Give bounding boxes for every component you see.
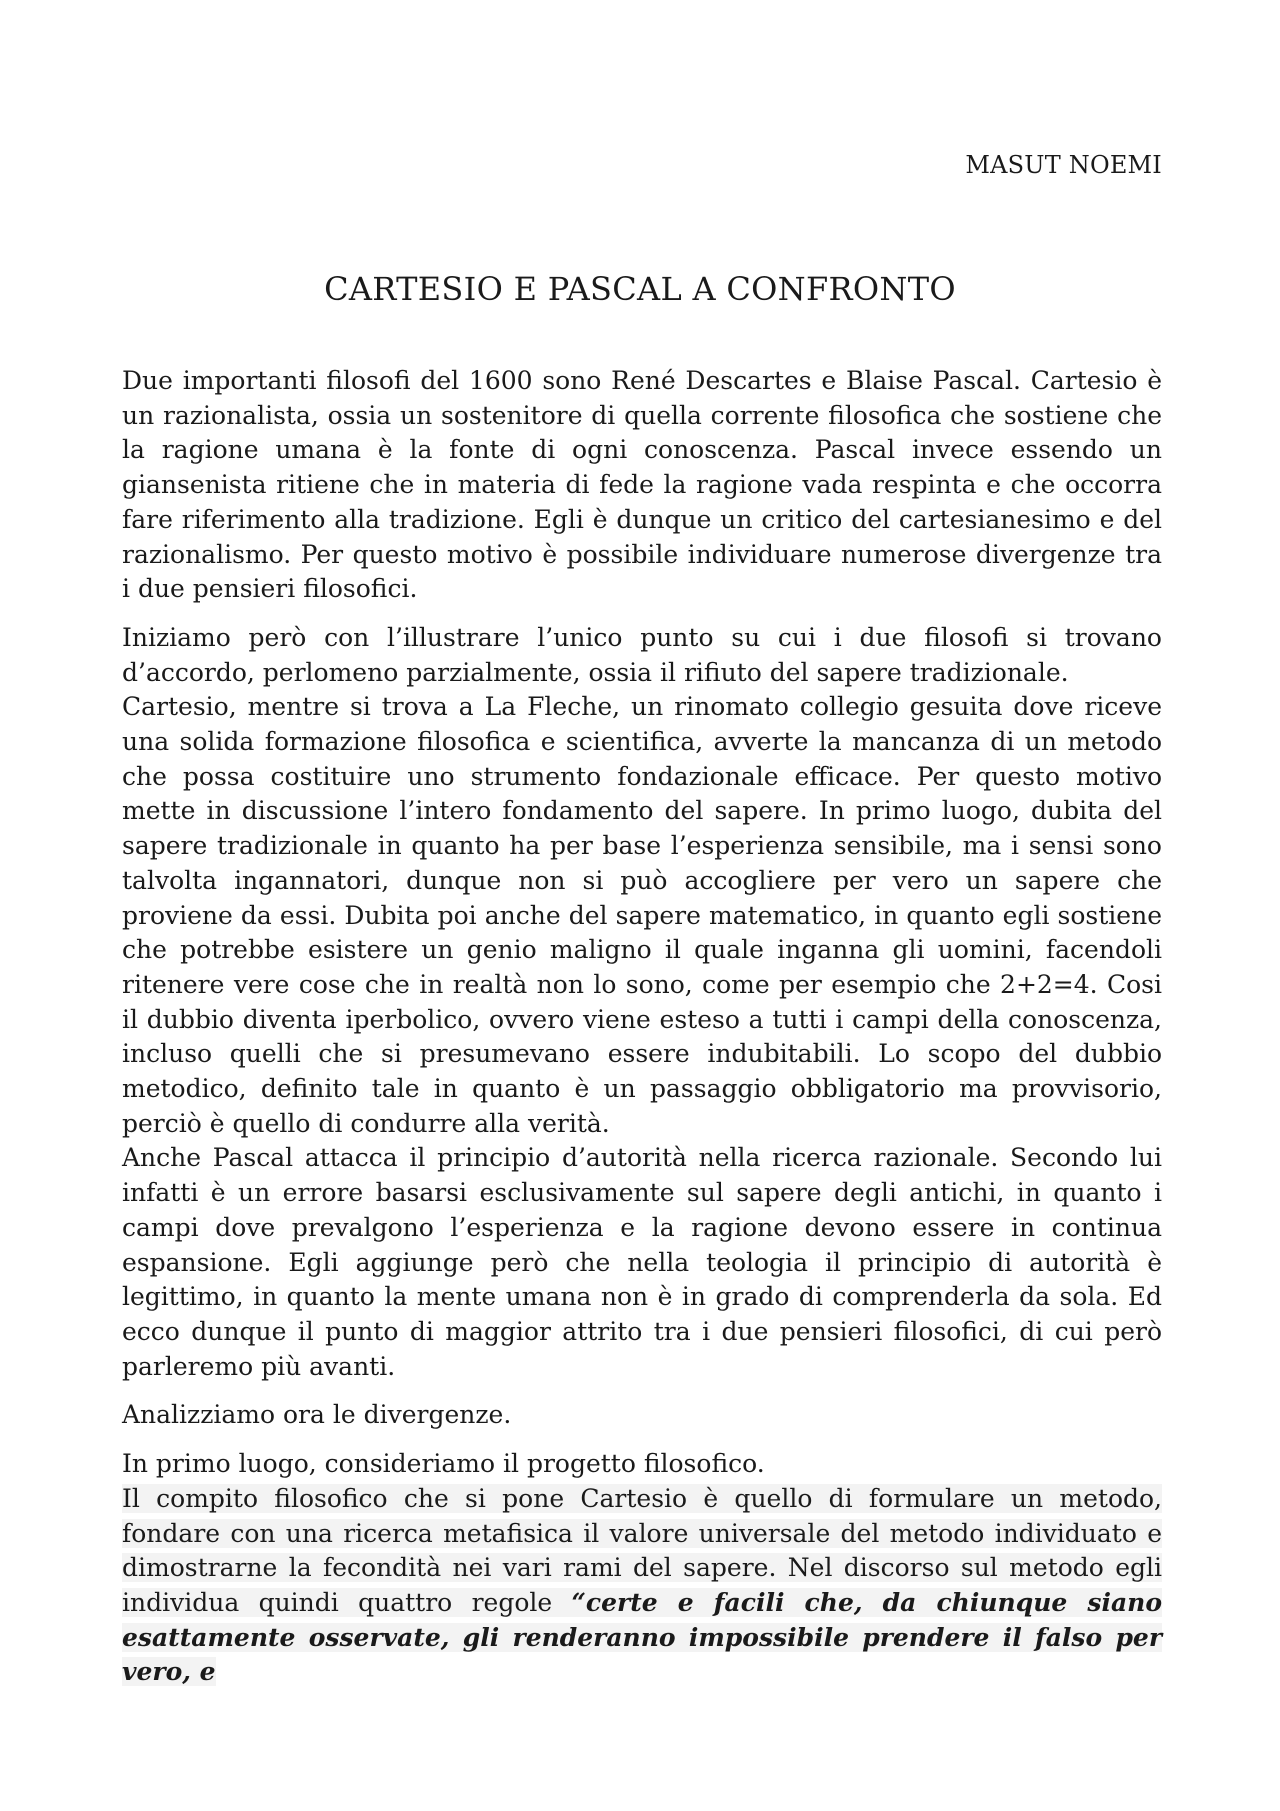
author-name: MASUT NOEMI [965,151,1162,179]
paragraph-method [122,1482,1162,1690]
paragraph-agreement: Iniziamo però con l’illustrare l’unico punto su cui i due filosofi si trovano d’accordo, perlomeno parzialmente, ossia il rifiuto del sapere tradizionale. [122,622,1162,687]
paragraph-project: In primo luogo, consideriamo il progetto filosofico. [122,1449,765,1479]
method-text: Il compito filosofico che si pone Cartesio è quello di formulare un metodo, fondare con una ricerca metafisica il valore universale del metodo individuato e dimostrarne la fecondità nei vari rami del sapere. Nel discorso sul metodo egli individua quindi quattro regole [122,1483,1162,1617]
paragraph-cartesio-doubt: Cartesio, mentre si trova a La Fleche, un rinomato collegio gesuita dove riceve una solida formazione filosofica e scientifica, avverte la mancanza di un metodo che possa costituire uno strumento fondazionale efficace. Per questo motivo mette in discussione l’intero fondamento del sapere. In primo luogo, dubita del sapere tradizionale in quanto ha per base l’esperienza sensibile, ma i sensi sono talvolta ingannatori, dunque non si può accogliere per vero un sapere che proviene da essi. Dubita poi anche del sapere matematico, in quanto egli sostiene che potrebbe esistere un genio maligno il quale inganna gli uomini, facendoli ritenere vere cose che in realtà non lo sono, come per esempio che 2+2=4. Cosi il dubbio diventa iperbolico, ovvero viene esteso a tutti i campi della conoscenza, incluso quelli che si presumevano essere indubitabili. Lo scopo del dubbio metodico, definito tale in quanto è un passaggio obbligatorio ma provvisorio, perciò è quello di condurre alla verità. [122,692,1162,1138]
paragraph-pascal-authority: Anche Pascal attacca il principio d’autorità nella ricerca razionale. Secondo lui infatti è un errore basarsi esclusivamente sul sapere degli antichi, in quanto i campi dove prevalgono l’esperienza e la ragione devono essere in continua espansione. Egli aggiunge però che nella teologia il principio di autorità è legittimo, in quanto la mente umana non è in grado di comprenderla da sola. Ed ecco dunque il punto di maggior attrito tra i due pensieri filosofici, di cui però parleremo più avanti. [122,1143,1162,1381]
document-body [122,364,1162,1690]
method-quote: “certe e facili che, da chiunque siano esattamente osservate, gli renderanno impossibile prendere il falso per vero, e [122,1587,1163,1687]
paragraph-divergences: Analizziamo ora le divergenze. [122,1400,512,1430]
document-title: CARTESIO E PASCAL A CONFRONTO [324,270,956,308]
paragraph-intro: Due importanti filosofi del 1600 sono René Descartes e Blaise Pascal. Cartesio è un razionalista, ossia un sostenitore di quella corrente filosofica che sostiene che la ragione umana è la fonte di ogni conoscenza. Pascal invece essendo un giansenista ritiene che in materia di fede la ragione vada respinta e che occorra fare riferimento alla tradizione. Egli è dunque un critico del cartesianesimo e del razionalismo. Per questo motivo è possibile individuare numerose divergenze tra i due pensieri filosofici. [122,366,1162,604]
